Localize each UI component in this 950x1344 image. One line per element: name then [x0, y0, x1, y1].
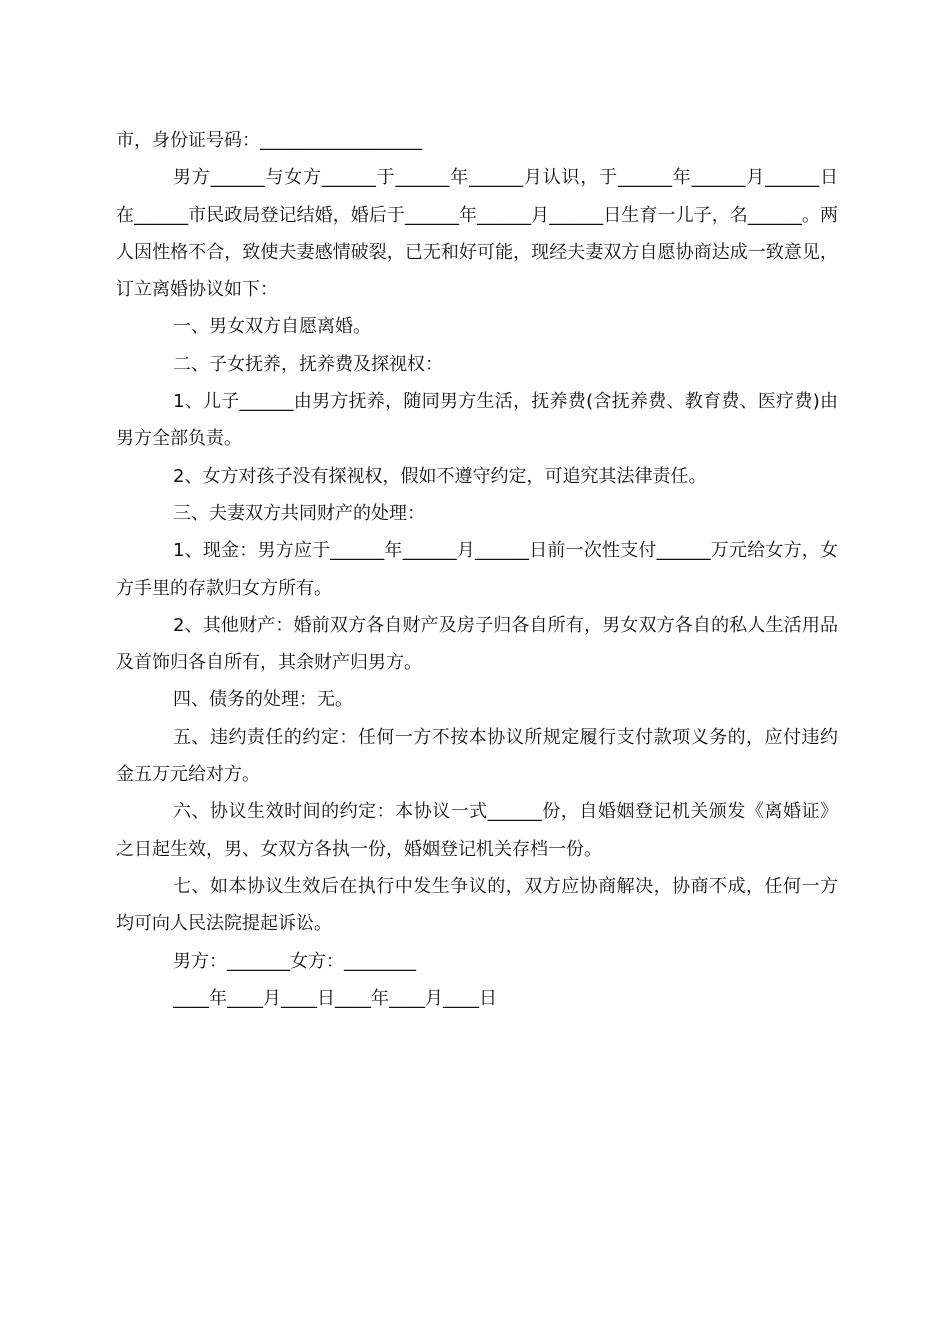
signature-line: 男方：_______女方：________ — [173, 950, 416, 972]
clause-6-effective-time: 六、协议生效时间的约定：本协议一式______份，自婚姻登记机关颁发《离婚证》之日起生效，男、女双方各执一份，婚姻登记机关存档一份。 — [116, 801, 838, 860]
clause-1-voluntary-divorce: 一、男女双方自愿离婚。 — [173, 316, 371, 338]
clause-2-2-visitation: 2、女方对孩子没有探视权，假如不遵守约定，可追究其法律责任。 — [173, 465, 707, 487]
clause-5-breach-liability: 五、违约责任的约定：任何一方不按本协议所规定履行支付款项义务的，应付违约金五万元给对方。 — [116, 726, 838, 786]
clause-2-1-custody: 1、儿子______由男方抚养，随同男方生活，抚养费(含抚养费、教育费、医疗费)由男方全部负责。 — [116, 391, 838, 450]
clause-3-2-other-property: 2、其他财产：婚前双方各自财产及房子归各自所有，男女双方各自的私人生活用品及首饰归各自所有，其余财产归男方。 — [116, 614, 838, 674]
marriage-background-paragraph: 男方______与女方______于______年______月认识，于______年______月______日在______市民政局登记结婚，婚后于______年______月______日生育一儿子，名______。两人因性格不合，致使夫妻感情破裂，已无和好可能，现经夫妻双方自愿协商达成一致意见，订立离婚协议如下： — [116, 167, 838, 301]
agreement-body — [116, 122, 838, 1017]
clause-3-1-cash: 1、现金：男方应于______年______月______日前一次性支付______万元给女方，女方手里的存款归女方所有。 — [116, 540, 838, 599]
clause-2-heading-child-custody: 二、子女抚养，抚养费及探视权： — [173, 353, 443, 375]
clause-7-dispute-resolution: 七、如本协议生效后在执行中发生争议的，双方应协商解决，协商不成，任何一方均可向人民法院提起诉讼。 — [116, 875, 838, 935]
date-line: ____年____月____日____年____月____日 — [173, 987, 497, 1009]
clause-3-heading-property: 三、夫妻双方共同财产的处理： — [173, 502, 425, 524]
id-number-line: 市，身份证号码：__________________ — [116, 130, 422, 151]
clause-4-debts: 四、债务的处理：无。 — [173, 689, 353, 711]
